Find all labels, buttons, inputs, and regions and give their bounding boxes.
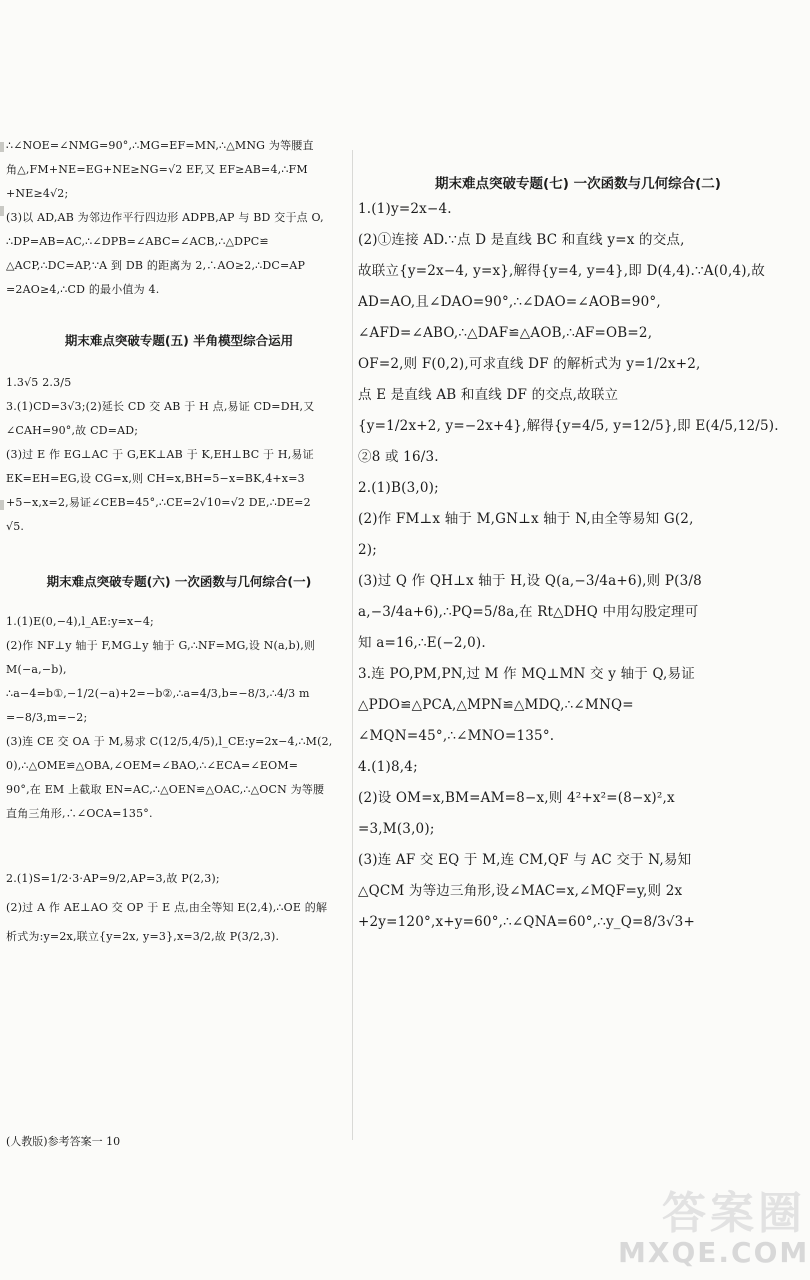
page-footer: (人教版)参考答案一 10	[6, 1135, 121, 1148]
section-title-7: 期末难点突破专题(七) 一次函数与几何综合(二)	[435, 176, 721, 192]
left-column	[6, 132, 352, 958]
answer-block-4	[6, 871, 352, 944]
text-line: 故联立{y=2x−4, y=x},解得{y=4, y=4},即 D(4,4).∵A(0,4),故	[358, 263, 765, 279]
text-line: 1.3√5 2.3/5	[6, 376, 72, 389]
text-line: ∴a−4=b①,−1/2(−a)+2=−b②,∴a=4/3,b=−8/3,∴4/3 m	[6, 687, 310, 700]
text-line: 90°,在 EM 上截取 EN=AC,∴△OEN≌△OAC,∴△OCN 为等腰	[6, 783, 325, 796]
text-line: 直角三角形,∴∠OCA=135°.	[6, 807, 153, 820]
text-line: {y=1/2x+2, y=−2x+4},解得{y=4/5, y=12/5},即 E(4/5,12/5).	[358, 418, 779, 434]
margin-mark	[0, 206, 4, 216]
text-line: ∠AFD=∠ABO,∴△DAF≌△AOB,∴AF=OB=2,	[358, 325, 653, 341]
text-line: 角△,FM+NE=EG+NE≥NG=√2 EF,又 EF≥AB=4,∴FM	[6, 163, 308, 176]
answer-block-1	[6, 138, 352, 297]
margin-mark	[0, 142, 4, 152]
text-line: 1.(1)E(0,−4),l_AE:y=x−4;	[6, 615, 154, 628]
text-line: 2);	[358, 542, 378, 558]
text-line: √5.	[6, 520, 25, 533]
text-line: (3)连 CE 交 OA 于 M,易求 C(12/5,4/5),l_CE:y=2x−4,∴M(2,	[6, 735, 333, 748]
text-line: (3)连 AF 交 EQ 于 M,连 CM,QF 与 AC 交于 N,易知	[358, 852, 692, 868]
text-line: (2)过 A 作 AE⊥AO 交 OP 于 E 点,由全等知 E(2,4),∴OE 的解	[6, 901, 328, 914]
text-line: ∴DP=AB=AC,∴∠DPB=∠ABC=∠ACB,∴△DPC≌	[6, 235, 269, 248]
text-line: △QCM 为等边三角形,设∠MAC=x,∠MQF=y,则 2x	[358, 883, 683, 899]
text-line: a,−3/4a+6),∴PQ=5/8a,在 Rt△DHQ 中用勾股定理可	[358, 604, 699, 620]
text-line: 1.(1)y=2x−4.	[358, 201, 452, 217]
text-line: =2AO≥4,∴CD 的最小值为 4.	[6, 283, 160, 296]
answer-block-3	[6, 614, 352, 821]
text-line: =3,M(3,0);	[358, 821, 435, 837]
text-line: 2.(1)B(3,0);	[358, 480, 439, 496]
text-line: 3.连 PO,PM,PN,过 M 作 MQ⊥MN 交 y 轴于 Q,易证	[358, 666, 695, 682]
answer-block-2	[6, 375, 352, 534]
text-line: 知 a=16,∴E(−2,0).	[358, 635, 486, 651]
watermark-logo	[618, 1188, 810, 1278]
section-title-5: 期末难点突破专题(五) 半角模型综合运用	[64, 333, 294, 348]
watermark-bottom: MXQE.COM	[618, 1236, 810, 1269]
text-line: ∴∠NOE=∠NMG=90°,∴MG=EF=MN,∴△MNG 为等腰直	[6, 139, 314, 152]
text-line: +2y=120°,x+y=60°,∴∠QNA=60°,∴y_Q=8/3√3+	[358, 914, 695, 930]
text-line: 析式为:y=2x,联立{y=2x, y=3},x=3/2,故 P(3/2,3).	[6, 930, 280, 943]
text-line: △PDO≌△PCA,△MPN≌△MDQ,∴∠MNQ=	[358, 697, 634, 713]
text-line: ∠CAH=90°,故 CD=AD;	[6, 424, 139, 437]
right-column	[358, 132, 798, 942]
section-title-6: 期末难点突破专题(六) 一次函数与几何综合(一)	[46, 574, 312, 589]
text-line: +NE≥4√2;	[6, 187, 69, 200]
text-line: OF=2,则 F(0,2),可求直线 DF 的解析式为 y=1/2x+2,	[358, 356, 701, 372]
text-line: M(−a,−b),	[6, 663, 67, 676]
text-line: (2)作 NF⊥y 轴于 F,MG⊥y 轴于 G,∴NF=MG,设 N(a,b),则	[6, 639, 316, 652]
text-line: (2)设 OM=x,BM=AM=8−x,则 4²+x²=(8−x)²,x	[358, 790, 675, 806]
answer-block-right	[358, 198, 798, 933]
text-line: 4.(1)8,4;	[358, 759, 418, 775]
text-line: (3)以 AD,AB 为邻边作平行四边形 ADPB,AP 与 BD 交于点 O,	[6, 211, 324, 224]
text-line: (2)①连接 AD.∵点 D 是直线 BC 和直线 y=x 的交点,	[358, 232, 685, 248]
text-line: EK=EH=EG,设 CG=x,则 CH=x,BH=5−x=BK,4+x=3	[6, 472, 305, 485]
text-line: △ACP,∴DC=AP,∵A 到 DB 的距离为 2,∴AO≥2,∴DC=AP	[6, 259, 306, 272]
text-line: 3.(1)CD=3√3;(2)延长 CD 交 AB 于 H 点,易证 CD=DH,又	[6, 400, 315, 413]
text-line: (2)作 FM⊥x 轴于 M,GN⊥x 轴于 N,由全等易知 G(2,	[358, 511, 694, 527]
watermark-top: 答案圈	[662, 1188, 806, 1239]
text-line: ∠MQN=45°,∴∠MNO=135°.	[358, 728, 555, 744]
text-line: +5−x,x=2,易证∠CEB=45°,∴CE=2√10=√2 DE,∴DE=2	[6, 496, 311, 509]
text-line: (3)过 E 作 EG⊥AC 于 G,EK⊥AB 于 K,EH⊥BC 于 H,易证	[6, 448, 314, 461]
text-line: 点 E 是直线 AB 和直线 DF 的交点,故联立	[358, 387, 619, 403]
text-line: (3)过 Q 作 QH⊥x 轴于 H,设 Q(a,−3/4a+6),则 P(3/8	[358, 573, 702, 589]
text-line: ②8 或 16/3.	[358, 449, 439, 465]
text-line: =−8/3,m=−2;	[6, 711, 88, 724]
column-divider	[352, 150, 353, 1140]
margin-mark	[0, 500, 4, 510]
text-line: AD=AO,且∠DAO=90°,∴∠DAO=∠AOB=90°,	[358, 294, 661, 310]
text-line: 0),∴△OME≌△OBA,∠OEM=∠BAO,∴∠ECA=∠EOM=	[6, 759, 299, 772]
text-line: 2.(1)S=1/2·3·AP=9/2,AP=3,故 P(2,3);	[6, 872, 220, 885]
